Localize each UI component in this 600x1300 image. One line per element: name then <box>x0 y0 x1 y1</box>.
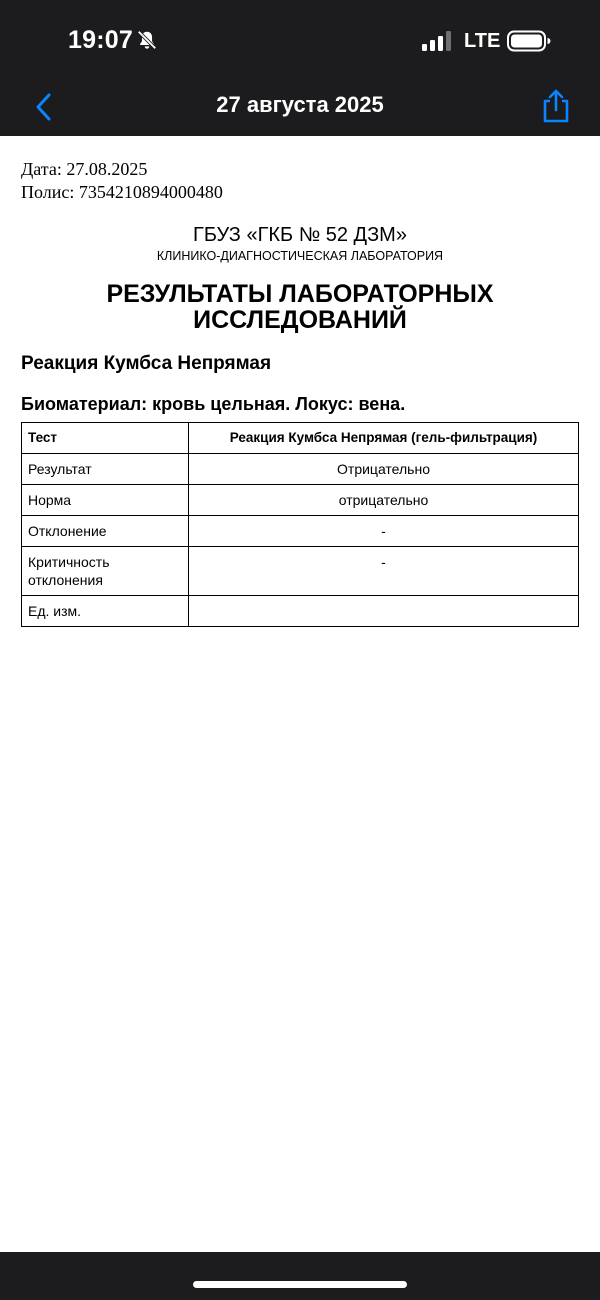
laboratory-name: КЛИНИКО-ДИАГНОСТИЧЕСКАЯ ЛАБОРАТОРИЯ <box>156 249 444 263</box>
row-value: - <box>189 516 579 547</box>
organization-name: ГБУЗ «ГКБ № 52 ДЗМ» <box>193 224 407 246</box>
biomaterial-line: Биоматериал: кровь цельная. Локус: вена. <box>21 394 406 414</box>
nav-title: 27 августа 2025 <box>216 92 384 117</box>
navigation-bar <box>0 80 600 136</box>
document-title: РЕЗУЛЬТАТЫ ЛАБОРАТОРНЫХ ИССЛЕДОВАНИЙ <box>106 280 494 334</box>
test-name: Реакция Кумбса Непрямая <box>21 353 272 374</box>
document-page <box>0 136 600 1252</box>
table-row <box>22 454 579 485</box>
bell-slash-icon <box>136 29 158 51</box>
row-value: Отрицательно <box>189 454 579 485</box>
row-label: Критичность отклонения <box>22 547 189 596</box>
share-button[interactable] <box>540 88 572 124</box>
document-date: Дата: 27.08.2025 <box>21 159 148 179</box>
network-type: LTE <box>464 30 501 52</box>
row-label: Ед. изм. <box>22 596 189 627</box>
policy-number: Полис: 7354210894000480 <box>21 182 223 202</box>
table-row <box>22 516 579 547</box>
row-label: Норма <box>22 485 189 516</box>
row-label: Результат <box>22 454 189 485</box>
status-time: 19:07 <box>68 26 133 54</box>
table-header-row <box>22 423 579 454</box>
row-value: отрицательно <box>189 485 579 516</box>
table-row <box>22 596 579 627</box>
table-row <box>22 485 579 516</box>
header-cell-test-name: Реакция Кумбса Непрямая (гель-фильтрация) <box>189 423 579 454</box>
row-label: Отклонение <box>22 516 189 547</box>
battery-icon <box>507 30 551 52</box>
status-bar <box>0 0 600 80</box>
home-indicator[interactable] <box>193 1281 407 1288</box>
row-value <box>189 596 579 627</box>
signal-icon <box>422 31 454 51</box>
row-value: - <box>189 547 579 596</box>
table-row <box>22 547 579 596</box>
header-cell-test: Тест <box>22 423 189 454</box>
results-table <box>21 422 579 627</box>
